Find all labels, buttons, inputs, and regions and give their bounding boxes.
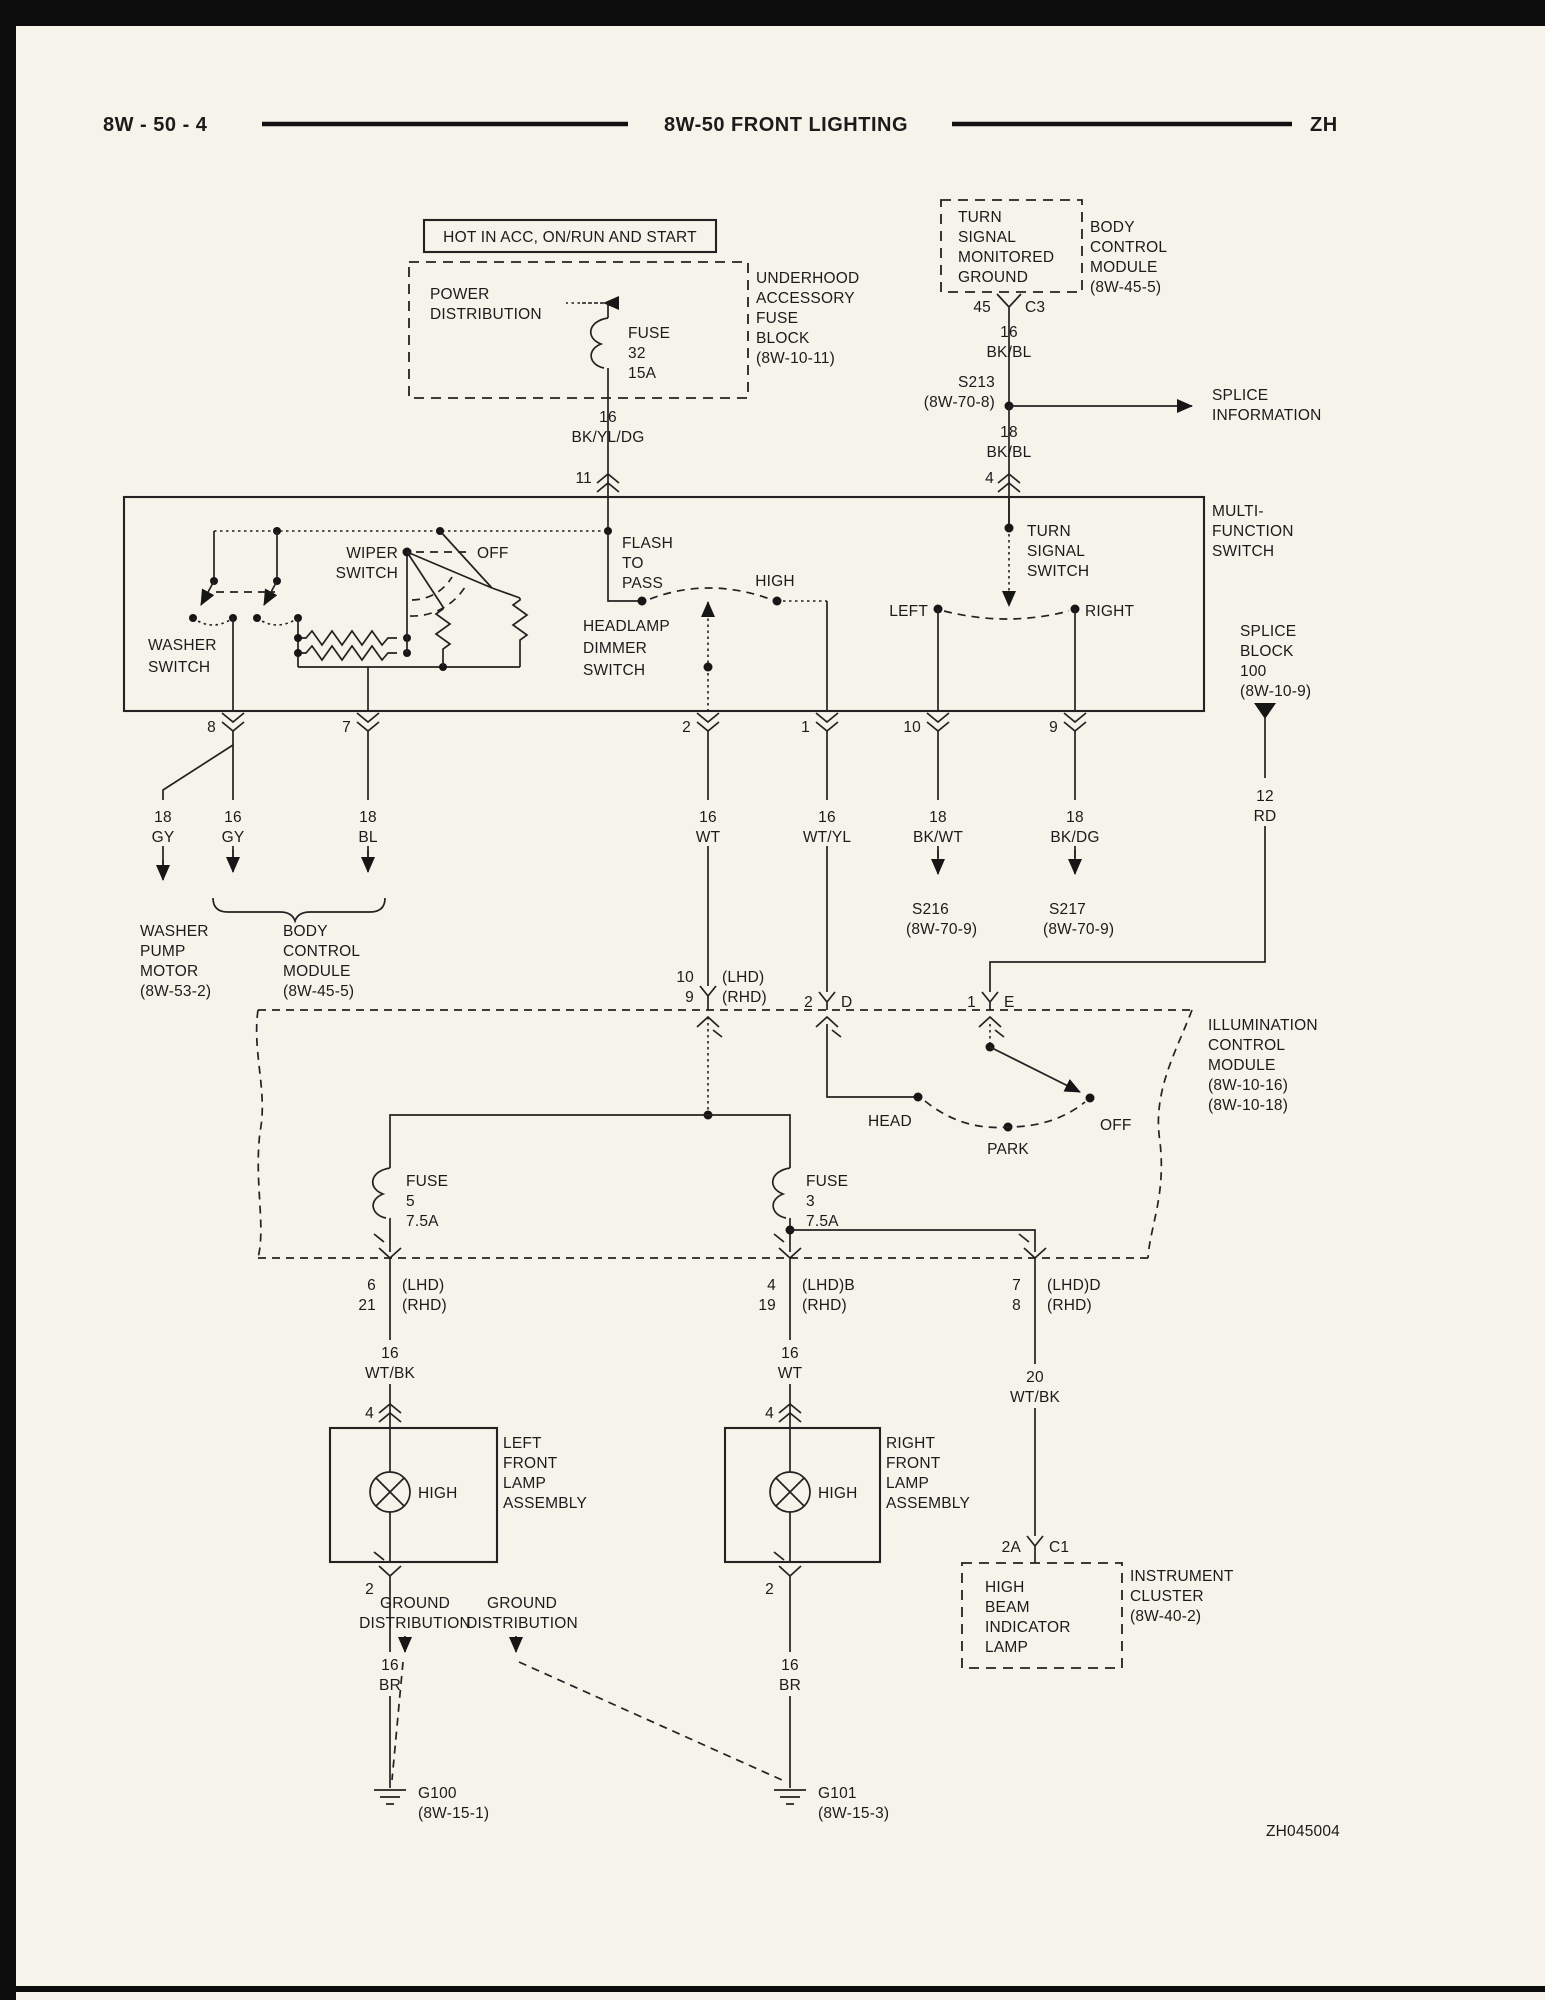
power-feed-section [409,220,859,531]
ground-dist-label: GROUND [486,1595,558,1612]
connector-chevron-icon [357,713,379,731]
wire-color: WT [777,1365,803,1382]
connector-1-e [982,992,998,1010]
turn-signal-label: SWITCH [1027,563,1090,580]
right-lamp-name: LAMP [886,1475,930,1492]
fuse-32-label: FUSE [628,325,671,342]
wire-color: BK/DG [1050,829,1100,846]
variant-lhd-d: (LHD)D [1047,1277,1101,1294]
exit-chevron-icon [1019,1234,1046,1258]
fuse-block-name: UNDERHOOD [756,270,860,287]
washer-pump-label: PUMP [140,943,186,960]
wire-color: WT [695,829,721,846]
exit-chevron-icon [774,1552,801,1576]
mfs-pins [207,713,1086,736]
pin-1: 1 [801,719,810,736]
ground-dist-link [519,1662,782,1780]
splice-block-label: SPLICE [1240,623,1297,640]
tsmg-label: GROUND [958,269,1029,286]
wire-color: WT/BK [1009,1389,1061,1406]
washer-pump-label: MOTOR [140,963,199,980]
power-distribution-label: DISTRIBUTION [430,306,542,323]
connector-10-9 [700,986,716,1010]
tsmg-label: MONITORED [958,249,1055,266]
pin-19: 19 [758,1297,776,1314]
wire-gauge: 20 [1026,1369,1044,1386]
cavity-e: E [1004,994,1015,1011]
cluster-name: (8W-40-2) [1130,1608,1202,1625]
entry-chevron-icon [816,1017,841,1037]
dimmer-switch-label: SWITCH [583,662,646,679]
wire-gauge: 16 [781,1345,799,1362]
ground-g101-ref: (8W-15-3) [818,1805,890,1822]
head-label: HEAD [868,1113,912,1130]
wire-color: BK/WT [912,829,964,846]
pin-45: 45 [973,299,991,316]
pin-1e: 1 [967,994,976,1011]
bcm-name: (8W-45-5) [1090,279,1162,296]
wire-gauge: 16 [1000,324,1018,341]
wire-gauge: 18 [359,809,377,826]
icm-name: ILLUMINATION [1208,1017,1318,1034]
pin-6: 6 [367,1277,376,1294]
splice-s216: S216 [912,901,949,918]
bcm-name: BODY [1090,219,1135,236]
splice-s217-ref: (8W-70-9) [1043,921,1115,938]
ground-g101: G101 [818,1785,857,1802]
pin-8d: 8 [1012,1297,1021,1314]
wire-color: BK/YL/DG [571,429,645,446]
fuse-5-label: 5 [406,1193,415,1210]
pin-2: 2 [682,719,691,736]
ground-icon [374,1790,406,1804]
pin-10-lhd: 10 [676,969,694,986]
section-code: ZH [1310,114,1338,136]
pin-9: 9 [1049,719,1058,736]
page-title: 8W-50 FRONT LIGHTING [663,114,909,136]
wire-color: GY [151,829,175,846]
wire-color: BL [358,829,378,846]
bcm-name: MODULE [1090,259,1158,276]
washer-arm [201,581,214,605]
bulb-high-label: HIGH [418,1485,458,1502]
pin-10: 10 [903,719,921,736]
ground-dist-label: DISTRIBUTION [466,1615,578,1632]
turn-right-label: RIGHT [1085,603,1135,620]
pin-4b: 4 [767,1277,776,1294]
pin-8: 8 [207,719,216,736]
connector-chevron-icon [697,713,719,731]
wire-18-gy [163,731,233,878]
wire-color: WT/YL [802,829,852,846]
pin-4-lamp: 4 [365,1405,374,1422]
splice-block-label: BLOCK [1240,643,1294,660]
icm-name: MODULE [1208,1057,1276,1074]
head-wire [827,1024,918,1097]
dimmer-switch-label: DIMMER [583,640,648,657]
fuse-5-label: FUSE [406,1173,449,1190]
wire-gauge: 16 [781,1657,799,1674]
fuse-rail [390,1115,790,1168]
splice-info-label: INFORMATION [1212,407,1322,424]
wire-color: BK/BL [986,344,1032,361]
left-lamp-name: ASSEMBLY [503,1495,588,1512]
drawing-number: ZH045004 [1266,1823,1340,1840]
ground-icon [774,1790,806,1804]
fuse-32-label: 32 [628,345,646,362]
icm-name: (8W-10-16) [1208,1077,1289,1094]
tsmg-label: SIGNAL [958,229,1017,246]
entry-chevron-icon [697,1017,722,1037]
fuse-5-label: 7.5A [406,1213,439,1230]
tsmg-label: TURN [958,209,1002,226]
page-header [103,114,1338,136]
wire-color: RD [1253,808,1277,825]
connector-chevron-icon [222,713,244,731]
cavity-d: D [841,994,853,1011]
fuse-3-label: 3 [806,1193,815,1210]
turn-signal-label: SIGNAL [1027,543,1086,560]
icm-boundary [257,1010,263,1258]
resistor-icon [492,588,527,667]
icm-name: CONTROL [1208,1037,1286,1054]
wire-gauge: 16 [699,809,717,826]
bcm-bottom-label: MODULE [283,963,351,980]
left-lamp-name: LEFT [503,1435,542,1452]
wire-color: BK/BL [986,444,1032,461]
washer-switch-label: WASHER [148,637,217,654]
left-lamp-name: LAMP [503,1475,547,1492]
mfs-name: FUNCTION [1212,523,1294,540]
wire-color: GY [221,829,245,846]
wiper-washer-internals [148,527,612,711]
fuse-3-label: FUSE [806,1173,849,1190]
splice-block-branch [990,623,1311,992]
fuse-32-icon [591,318,608,368]
ground-g100-ref: (8W-15-1) [418,1805,490,1822]
pin-2d: 2 [804,994,813,1011]
high-beam-indicator-label: BEAM [985,1599,1030,1616]
bcm-bottom-label: BODY [283,923,328,940]
left-front-lamp-branch [330,1258,587,1822]
wire-gauge: 16 [599,409,617,426]
ground-g100: G100 [418,1785,457,1802]
brace-icon [213,898,385,921]
fuse-block-name: ACCESSORY [756,290,855,307]
splice-info-label: SPLICE [1212,387,1269,404]
pin-2a: 2A [1001,1539,1021,1556]
dimmer-high-label: HIGH [755,573,795,590]
wire-gauge: 12 [1256,788,1274,805]
flash-to-pass-label: PASS [622,575,664,592]
ground-distribution [359,1595,782,1780]
connector-chevron-icon [816,713,838,731]
entry-chevron-icon [979,1017,1004,1037]
wire-color: BR [379,1677,401,1694]
wiper-switch-label: SWITCH [335,565,398,582]
bulb-icon [376,1478,404,1506]
connector-chevron-icon [927,713,949,731]
fuse-block-name: FUSE [756,310,799,327]
pin-21: 21 [358,1297,376,1314]
exit-chevron-icon [374,1234,401,1258]
exit-chevron-icon [774,1234,801,1258]
turn-signal-label: TURN [1027,523,1071,540]
connector-2-d [819,992,835,1010]
bulb-icon [776,1478,804,1506]
mfs-output-harness [140,731,1114,1000]
splice-block-label: 100 [1240,663,1267,680]
wire-gauge: 18 [154,809,172,826]
turn-signal-switch [889,497,1134,711]
icm-boundary [1148,1010,1192,1258]
high-beam-indicator-label: LAMP [985,1639,1029,1656]
wire-gauge: 16 [224,809,242,826]
left-lamp-name: FRONT [503,1455,558,1472]
pin-4: 4 [985,470,994,487]
wiper-switch-label: WIPER [346,545,398,562]
splice-block-label: (8W-10-9) [1240,683,1312,700]
cluster-rail [790,1230,1035,1252]
splice-s216-ref: (8W-70-9) [906,921,978,938]
splice-s217: S217 [1049,901,1086,918]
exit-chevron-icon [374,1552,401,1576]
variant-rhd: (RHD) [402,1297,447,1314]
variant-lhd: (LHD) [402,1277,445,1294]
turn-left-label: LEFT [889,603,928,620]
wire-12-rd [990,716,1265,992]
variant-rhd: (RHD) [802,1297,847,1314]
fuse-3-label: 7.5A [806,1213,839,1230]
high-beam-indicator-label: HIGH [985,1579,1025,1596]
resistor-icon [436,607,450,667]
bcm-name: CONTROL [1090,239,1168,256]
fuse-32-label: 15A [628,365,657,382]
mfs-name: MULTI- [1212,503,1264,520]
fuse-block-name: BLOCK [756,330,810,347]
pin-2-lamp: 2 [765,1581,774,1598]
pin-9-rhd: 9 [685,989,694,1006]
dimmer-switch-label: HEADLAMP [583,618,670,635]
page-ref: 8W - 50 - 4 [103,114,208,136]
right-lamp-name: RIGHT [886,1435,936,1452]
instrument-cluster-branch [962,1258,1234,1668]
fuse-block-name: (8W-10-11) [756,350,835,367]
wire-gauge: 18 [1066,809,1084,826]
connector-chevron-icon [1064,713,1086,731]
ground-dist-label: GROUND [379,1595,451,1612]
left-lamp-box [330,1428,497,1562]
wire-gauge: 16 [381,1657,399,1674]
pin-2-lamp: 2 [365,1581,374,1598]
flash-to-pass-label: TO [622,555,644,572]
off-label: OFF [1100,1117,1132,1134]
power-distribution-label: POWER [430,286,490,303]
splice-s213-ref: (8W-70-8) [923,394,995,411]
cavity-c3: C3 [1025,299,1046,316]
wire-gauge: 16 [381,1345,399,1362]
flash-to-pass-label: FLASH [622,535,673,552]
wire-gauge: 16 [818,809,836,826]
high-beam-indicator-label: INDICATOR [985,1619,1071,1636]
variant-rhd: (RHD) [722,989,767,1006]
bcm-feed-section [924,200,1322,528]
headlamp-dimmer-switch [583,531,827,711]
wiper-off-label: OFF [477,545,509,562]
bcm-bottom-label: CONTROL [283,943,361,960]
ground-dist-label: DISTRIBUTION [359,1615,471,1632]
splice-s213: S213 [958,374,995,391]
resistor-icon [298,631,397,645]
resistor-icon [298,646,397,660]
hot-label: HOT IN ACC, ON/RUN AND START [443,229,697,246]
mfs-name: SWITCH [1212,543,1275,560]
wire-gauge: 18 [1000,424,1018,441]
variant-lhd: (LHD) [722,969,765,986]
cluster-name: INSTRUMENT [1130,1568,1234,1585]
wire-color: BR [779,1677,801,1694]
pin-4-lamp: 4 [765,1405,774,1422]
multi-function-switch [124,497,1297,736]
pin-7d: 7 [1012,1277,1021,1294]
wire-color: WT/BK [364,1365,416,1382]
washer-arm [264,581,277,605]
fuse-block-box [409,262,748,398]
washer-switch-label: SWITCH [148,659,211,676]
illumination-control-module [257,969,1318,1314]
washer-pump-label: (8W-53-2) [140,983,212,1000]
park-label: PARK [987,1141,1029,1158]
selector-arm [990,1047,1080,1092]
cluster-name: CLUSTER [1130,1588,1204,1605]
right-lamp-name: FRONT [886,1455,941,1472]
variant-rhd: (RHD) [1047,1297,1092,1314]
pin-7: 7 [342,719,351,736]
cavity-c1: C1 [1049,1539,1070,1556]
right-front-lamp-branch [725,1258,970,1822]
pin-11: 11 [575,470,592,487]
variant-lhd-b: (LHD)B [802,1277,855,1294]
bulb-high-label: HIGH [818,1485,858,1502]
washer-pump-label: WASHER [140,923,209,940]
connector-2a-c1 [1027,1536,1043,1563]
bcm-bottom-label: (8W-45-5) [283,983,355,1000]
right-lamp-name: ASSEMBLY [886,1495,971,1512]
icm-name: (8W-10-18) [1208,1097,1289,1114]
wire-gauge: 18 [929,809,947,826]
